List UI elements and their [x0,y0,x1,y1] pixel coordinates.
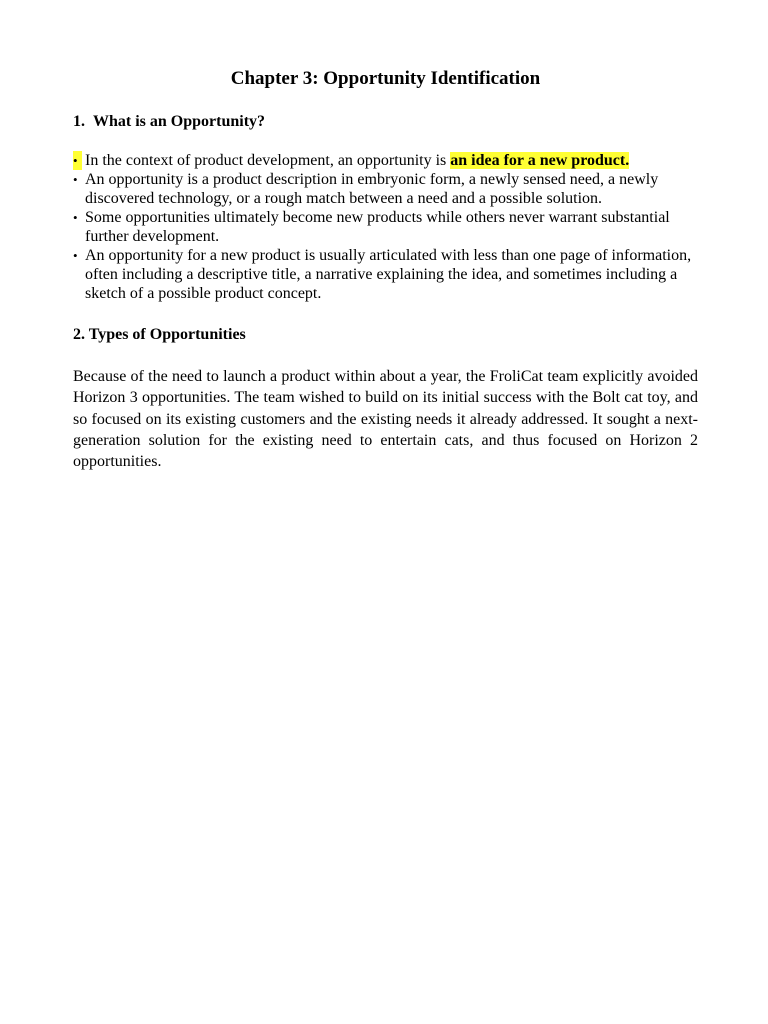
bullet-text: Some opportunities ultimately become new products while others never warrant substantial further development. [85,209,670,245]
list-item [73,246,698,303]
bullet-text: An opportunity is a product description in embryonic form, a newly sensed need, a newly discovered technology, or a rough match between a need and a possible solution. [85,171,659,207]
bullet-marker: • [73,248,78,263]
chapter-title: Chapter 3: Opportunity Identification [230,68,541,89]
opportunity-bullet-list [73,151,698,303]
section-1-title: What is an Opportunity? [93,113,266,130]
bullet-text: In the context of product development, an opportunity is [85,152,451,169]
bullet-marker: • [73,172,78,187]
bullet-text: An opportunity for a new product is usually articulated with less than one page of information, often including a descriptive title, a narrative explaining the idea, and sometimes including a sketch of a possible product concept. [85,247,692,302]
list-item [73,170,698,208]
list-item [73,208,698,246]
section-2-heading: 2. Types of Opportunities [73,326,246,343]
bullet-marker: • [73,151,82,170]
section-1-heading [73,112,698,132]
list-item [73,151,698,170]
section-2-paragraph: Because of the need to launch a product within about a year, the FroliCat team explicitly avoided Horizon 3 opportunities. The team wished to build on its initial success with the Bolt cat toy, and so focused on its existing customers and the existing needs it already addressed. It sought a next-generation solution for the existing need to entertain cats, and thus focused on Horizon 2 opportunities. [73,368,698,471]
bullet-marker: • [73,210,78,225]
section-1-number: 1. [73,113,85,130]
highlighted-definition: an idea for a new product. [450,152,630,169]
document-page [73,66,698,472]
